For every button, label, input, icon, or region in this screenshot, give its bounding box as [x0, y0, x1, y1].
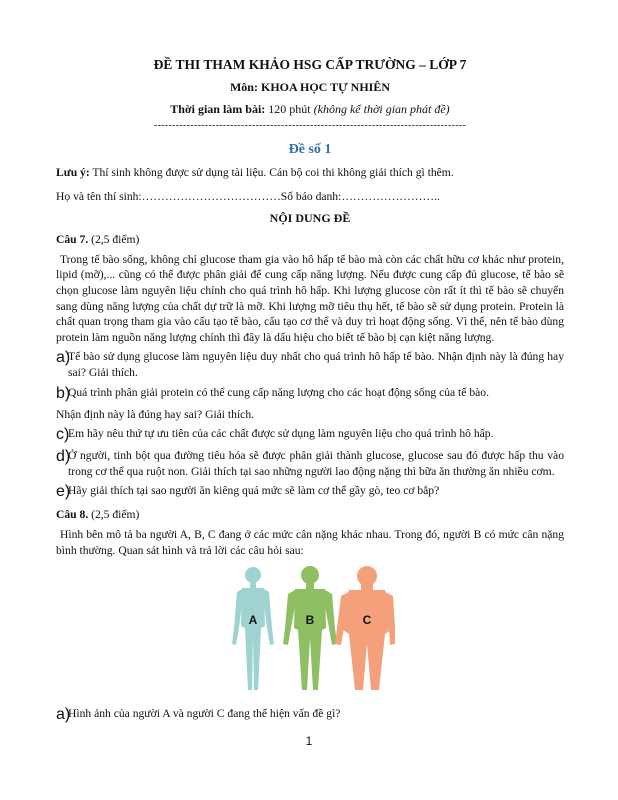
person-b-label: B — [305, 613, 315, 628]
exam-subject: Môn: KHOA HỌC TỰ NHIÊN — [229, 80, 390, 94]
person-a-head — [245, 567, 261, 583]
time-label: Thời gian làm bài: — [170, 102, 266, 116]
question-7e — [56, 483, 564, 501]
person-c-figure — [335, 566, 395, 690]
question-7e-marker: e) — [56, 483, 71, 501]
header-divider: -------------------------------------------------------------------------------------- — [153, 120, 467, 131]
question-7b-marker: b) — [56, 384, 71, 402]
person-c-body — [343, 590, 392, 690]
person-a-left-arm — [232, 589, 242, 645]
person-b-body — [294, 589, 326, 690]
body-weight-figure — [56, 564, 564, 692]
question-8-paragraph: Hình bên mô tả ba người A, B, C đang ở các mức cân nặng khác nhau. Trong đó, người B có mức cân nặng bình thường. Quan sát hình và trả lời các câu hỏi sau: — [56, 527, 564, 557]
person-a-body — [241, 588, 265, 690]
student-info-line: Họ và tên thí sinh:………………………………Số báo danh:…………………….. — [56, 189, 440, 203]
section-title: NỘI DUNG ĐỀ — [269, 211, 351, 226]
person-b-left-arm — [283, 590, 295, 645]
person-c-label: C — [362, 613, 372, 628]
note — [56, 165, 564, 181]
page-number: 1 — [305, 734, 313, 748]
question-7b-follow: Nhận định này là đúng hay sai? Giải thích. — [56, 407, 255, 421]
time-note: (không kể thời gian phát đề) — [313, 102, 450, 116]
exam-page — [56, 56, 564, 724]
question-7c-marker: c) — [56, 426, 70, 444]
question-7c-text: Em hãy nêu thứ tự ưu tiên của các chất được sử dụng làm nguyên liệu cho quá trình hô hấp. — [68, 427, 494, 441]
person-b-neck — [306, 583, 314, 589]
question-8a-text: Hình ảnh của người A và người C đang thể hiện vấn đề gì? — [68, 707, 341, 721]
exam-title: ĐỀ THI THAM KHẢO HSG CẤP TRƯỜNG – LỚP 7 — [153, 57, 467, 72]
exam-number: Đề số 1 — [288, 142, 332, 157]
question-7b — [56, 385, 564, 403]
question-7b-text: Quá trình phân giải protein có thể cung cấp năng lượng cho các hoạt động sống của tế bào. — [68, 385, 489, 399]
question-7-label: Câu 7. — [56, 233, 89, 247]
question-8-heading — [56, 507, 564, 523]
person-c-head — [357, 566, 377, 586]
person-a-label: A — [248, 613, 258, 628]
time-value: 120 phút — [268, 102, 311, 116]
question-8-points: (2,5 điểm) — [91, 508, 140, 522]
body-figures-svg — [225, 564, 395, 692]
person-b-figure — [283, 566, 337, 690]
question-8a-marker: a) — [56, 706, 71, 724]
question-7-paragraph: Trong tế bào sống, không chỉ glucose tham gia vào hô hấp tế bào mà còn các chất hữu cơ khác như protein, lipid (mỡ),... cũng có thể được phân giải để cung cấp năng lượng. Nếu được cung cấp đủ glucose, tế bào sẽ chọn glucose làm nguyên liệu chính cho quá trình hô hấp. Khi lượng glucose còn rất ít thì tế bào sẽ chuyển sang dùng năng lượng của chất dự trữ là mỡ. Khi lượng mỡ tiêu thụ hết, tế bào sẽ sử dụng protein. Protein là chất quan trọng tham gia vào cấu tạo tế bào, cấu tạo cơ thể và duy trì hoạt động sống. Vì thế, nên tế bào dùng protein làm nguồn năng lượng chính thì đây là dấu hiệu cho biết tế bào bị cạn kiệt năng lượng. — [56, 252, 564, 344]
question-7d-marker: d) — [56, 448, 71, 466]
question-7e-text: Hãy giải thích tại sao người ăn kiêng quá mức sẽ làm cơ thể gầy gò, teo cơ bắp? — [68, 484, 440, 498]
person-b-right-arm — [325, 590, 337, 645]
question-7a — [56, 349, 564, 380]
person-c-neck — [361, 584, 373, 590]
person-b-head — [301, 566, 319, 584]
note-text: Thí sinh không được sử dụng tài liệu. Cán bộ coi thi không giải thích gì thêm. — [92, 166, 454, 179]
question-7a-marker: a) — [56, 349, 71, 367]
exam-time — [56, 101, 564, 117]
question-8-label: Câu 8. — [56, 508, 89, 522]
person-a-neck — [250, 582, 256, 588]
question-7-points: (2,5 điểm) — [91, 233, 140, 247]
question-7d — [56, 448, 564, 479]
question-7a-text: Tế bào sử dụng glucose làm nguyên liệu duy nhất cho quá trình hô hấp tế bào. Nhận định này là đúng hay sai? Giải thích. — [68, 350, 564, 379]
question-7-heading — [56, 232, 564, 248]
question-7c — [56, 426, 564, 444]
question-8a — [56, 706, 564, 724]
note-label: Lưu ý: — [56, 166, 90, 179]
person-a-figure — [232, 567, 274, 690]
question-7d-text: Ở người, tinh bột qua đường tiêu hóa sẽ được phân giải thành glucose, glucose sau đó được hấp thu vào trong cơ thể qua ruột non. Giải thích tại sao những người lao động nặng thì bữa ăn thường ăn nhiều cơm. — [68, 449, 564, 478]
person-a-right-arm — [264, 589, 274, 645]
